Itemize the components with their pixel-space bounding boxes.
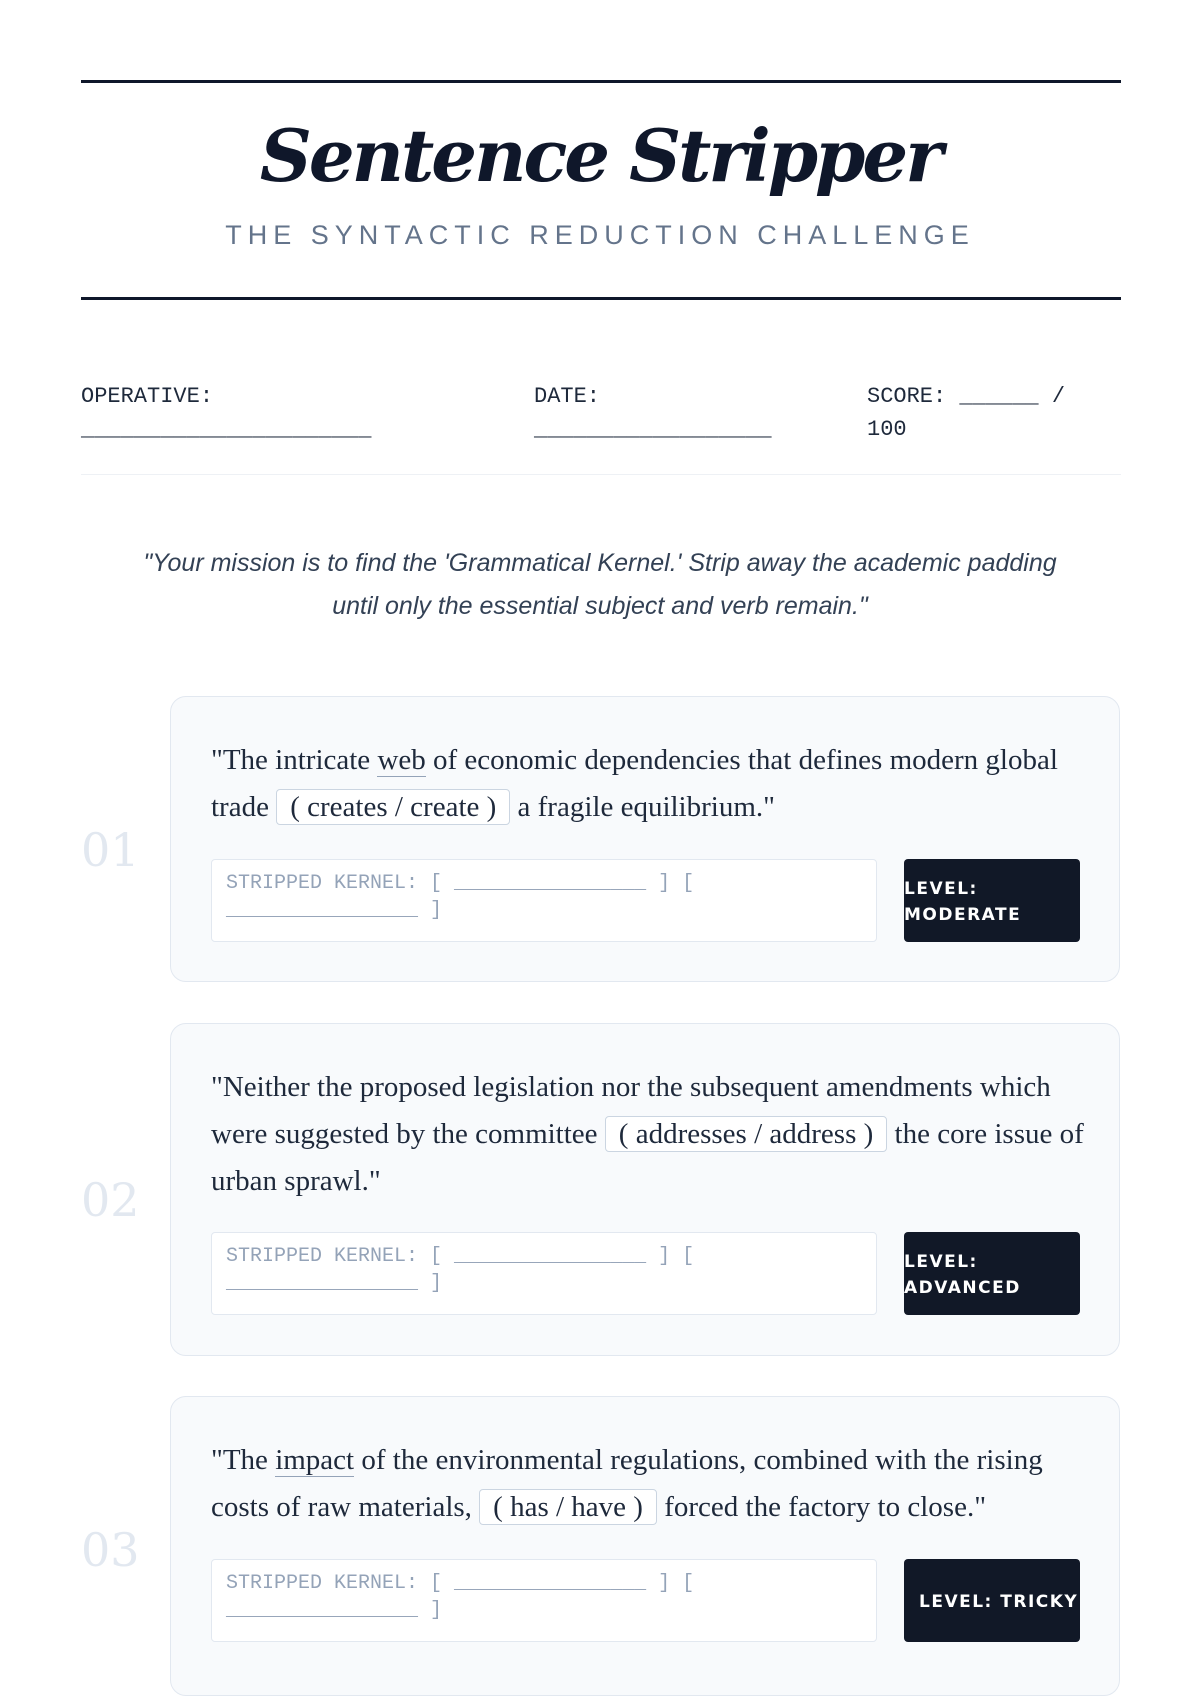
worksheet-subtitle: THE SYNTACTIC REDUCTION CHALLENGE: [225, 220, 975, 250]
level-badge: LEVEL: ADVANCED: [904, 1232, 1080, 1315]
sentence-text: the core issue of urban sprawl.": [211, 1118, 1084, 1197]
subject-word: web: [377, 744, 426, 776]
sentence-text: of economic dependencies that defines modern global trade: [211, 744, 1058, 823]
verb-choice[interactable]: ( addresses / address ): [605, 1116, 887, 1152]
sentence-text: "The intricate: [211, 744, 378, 776]
level-badge: LEVEL: TRICKY: [904, 1559, 1080, 1642]
sentence-text: of the environmental regulations, combined with the rising costs of raw materials,: [211, 1444, 1043, 1523]
sentence-text: "Neither the proposed legislation nor the subsequent amendments which were suggested by the committee: [211, 1071, 1051, 1150]
score-field[interactable]: SCORE: ______ / 100: [867, 384, 1066, 442]
sentence-text: a fragile equilibrium.": [510, 791, 775, 823]
worksheet-title: Sentence Stripper: [259, 113, 941, 198]
header-top-rule: [81, 80, 1121, 83]
header-bottom-rule: [81, 297, 1121, 300]
question-sentence: [211, 737, 1091, 831]
mission-statement: "Your mission is to find the 'Grammatical Kernel.' Strip away the academic padding until only the essential subject and verb remain.": [143, 549, 1057, 620]
subject-word: impact: [275, 1444, 355, 1476]
operative-field[interactable]: OPERATIVE: ______________________: [81, 384, 372, 442]
meta-divider: [81, 474, 1121, 475]
question-sentence: [211, 1437, 1091, 1531]
verb-choice[interactable]: ( has / have ): [479, 1489, 657, 1525]
kernel-answer-field[interactable]: STRIPPED KERNEL: [ ________________ ] [ ________________ ]: [211, 859, 877, 942]
question-number: 02: [81, 1173, 140, 1227]
question-card: [170, 1023, 1120, 1356]
level-badge: LEVEL: MODERATE: [904, 859, 1080, 942]
question-sentence: [211, 1064, 1091, 1205]
question-card: [170, 696, 1120, 982]
sentence-text: "The: [211, 1444, 276, 1476]
kernel-answer-field[interactable]: STRIPPED KERNEL: [ ________________ ] [ ________________ ]: [211, 1559, 877, 1642]
question-card: [170, 1396, 1120, 1696]
kernel-answer-field[interactable]: STRIPPED KERNEL: [ ________________ ] [ ________________ ]: [211, 1232, 877, 1315]
date-field[interactable]: DATE: __________________: [534, 384, 772, 442]
sentence-text: forced the factory to close.": [656, 1491, 987, 1523]
question-number: 03: [81, 1523, 140, 1577]
question-number: 01: [81, 823, 140, 877]
verb-choice[interactable]: ( creates / create ): [276, 789, 510, 825]
